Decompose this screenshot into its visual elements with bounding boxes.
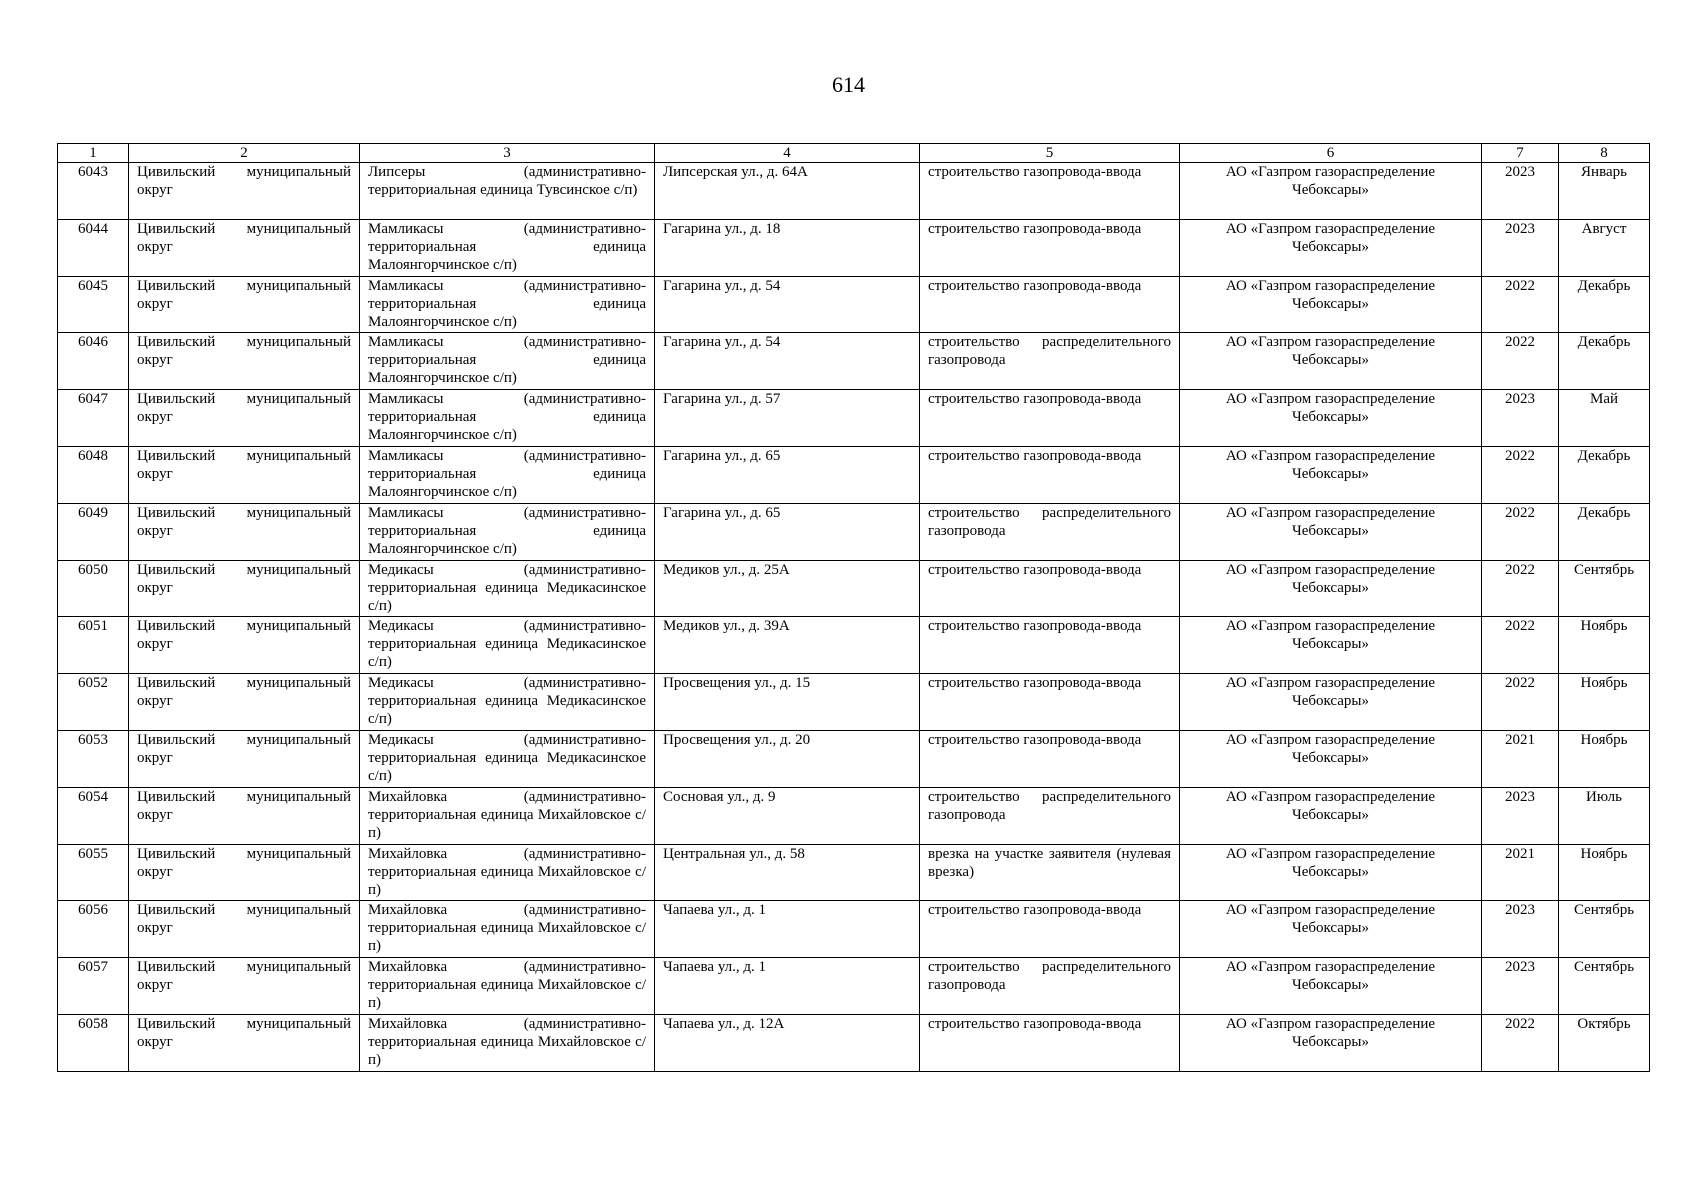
year-cell: 2021 xyxy=(1482,844,1559,901)
district-cell: Цивильский муниципальный округ xyxy=(129,674,360,731)
district-cell: Цивильский муниципальный округ xyxy=(129,787,360,844)
settlement-cell: Михайловка (административно-территориальная единица Михайловское с/п) xyxy=(360,958,655,1015)
work-type-cell: строительство газопровода-ввода xyxy=(920,617,1180,674)
row-number: 6043 xyxy=(58,163,129,220)
organization-cell: АО «Газпром газораспределение Чебоксары» xyxy=(1180,333,1482,390)
address-cell: Гагарина ул., д. 65 xyxy=(655,446,920,503)
month-cell: Июль xyxy=(1559,787,1650,844)
year-cell: 2022 xyxy=(1482,1014,1559,1071)
table-row xyxy=(58,787,1650,844)
organization-cell: АО «Газпром газораспределение Чебоксары» xyxy=(1180,901,1482,958)
month-cell: Сентябрь xyxy=(1559,958,1650,1015)
table-row xyxy=(58,163,1650,220)
settlement-cell: Мамликасы (административно-территориальная единица Малоянгорчинское с/п) xyxy=(360,390,655,447)
year-cell: 2023 xyxy=(1482,787,1559,844)
row-number: 6051 xyxy=(58,617,129,674)
settlement-cell: Михайловка (административно-территориальная единица Михайловское с/п) xyxy=(360,1014,655,1071)
address-cell: Медиков ул., д. 39А xyxy=(655,617,920,674)
district-cell: Цивильский муниципальный округ xyxy=(129,503,360,560)
column-header: 3 xyxy=(360,144,655,163)
table-row xyxy=(58,617,1650,674)
work-type-cell: строительство газопровода-ввода xyxy=(920,390,1180,447)
district-cell: Цивильский муниципальный округ xyxy=(129,560,360,617)
year-cell: 2022 xyxy=(1482,446,1559,503)
work-type-cell: строительство газопровода-ввода xyxy=(920,219,1180,276)
organization-cell: АО «Газпром газораспределение Чебоксары» xyxy=(1180,617,1482,674)
address-cell: Гагарина ул., д. 57 xyxy=(655,390,920,447)
year-cell: 2023 xyxy=(1482,390,1559,447)
district-cell: Цивильский муниципальный округ xyxy=(129,390,360,447)
month-cell: Декабрь xyxy=(1559,276,1650,333)
work-type-cell: строительство газопровода-ввода xyxy=(920,163,1180,220)
month-cell: Май xyxy=(1559,390,1650,447)
district-cell: Цивильский муниципальный округ xyxy=(129,333,360,390)
table-row xyxy=(58,958,1650,1015)
organization-cell: АО «Газпром газораспределение Чебоксары» xyxy=(1180,674,1482,731)
work-type-cell: строительство газопровода-ввода xyxy=(920,730,1180,787)
year-cell: 2023 xyxy=(1482,163,1559,220)
work-type-cell: строительство распределительного газопровода xyxy=(920,787,1180,844)
table-row xyxy=(58,390,1650,447)
month-cell: Ноябрь xyxy=(1559,617,1650,674)
settlement-cell: Медикасы (административно-территориальная единица Медикасинское с/п) xyxy=(360,730,655,787)
work-type-cell: строительство газопровода-ввода xyxy=(920,901,1180,958)
organization-cell: АО «Газпром газораспределение Чебоксары» xyxy=(1180,163,1482,220)
column-header: 4 xyxy=(655,144,920,163)
year-cell: 2022 xyxy=(1482,276,1559,333)
table-row xyxy=(58,276,1650,333)
month-cell: Ноябрь xyxy=(1559,730,1650,787)
table-row xyxy=(58,730,1650,787)
settlement-cell: Мамликасы (административно-территориальная единица Малоянгорчинское с/п) xyxy=(360,446,655,503)
month-cell: Октябрь xyxy=(1559,1014,1650,1071)
address-cell: Гагарина ул., д. 54 xyxy=(655,276,920,333)
settlement-cell: Медикасы (административно-территориальная единица Медикасинское с/п) xyxy=(360,617,655,674)
year-cell: 2022 xyxy=(1482,503,1559,560)
month-cell: Декабрь xyxy=(1559,333,1650,390)
column-header: 5 xyxy=(920,144,1180,163)
row-number: 6055 xyxy=(58,844,129,901)
organization-cell: АО «Газпром газораспределение Чебоксары» xyxy=(1180,844,1482,901)
address-cell: Гагарина ул., д. 54 xyxy=(655,333,920,390)
month-cell: Ноябрь xyxy=(1559,844,1650,901)
district-cell: Цивильский муниципальный округ xyxy=(129,163,360,220)
settlement-cell: Мамликасы (административно-территориальная единица Малоянгорчинское с/п) xyxy=(360,503,655,560)
table-row xyxy=(58,503,1650,560)
month-cell: Декабрь xyxy=(1559,503,1650,560)
organization-cell: АО «Газпром газораспределение Чебоксары» xyxy=(1180,446,1482,503)
district-cell: Цивильский муниципальный округ xyxy=(129,446,360,503)
address-cell: Липсерская ул., д. 64А xyxy=(655,163,920,220)
table-row xyxy=(58,844,1650,901)
column-header: 1 xyxy=(58,144,129,163)
address-cell: Центральная ул., д. 58 xyxy=(655,844,920,901)
settlement-cell: Мамликасы (административно-территориальная единица Малоянгорчинское с/п) xyxy=(360,276,655,333)
table-body xyxy=(58,163,1650,1072)
column-header: 8 xyxy=(1559,144,1650,163)
district-cell: Цивильский муниципальный округ xyxy=(129,901,360,958)
organization-cell: АО «Газпром газораспределение Чебоксары» xyxy=(1180,958,1482,1015)
district-cell: Цивильский муниципальный округ xyxy=(129,958,360,1015)
table-row xyxy=(58,446,1650,503)
row-number: 6057 xyxy=(58,958,129,1015)
address-cell: Чапаева ул., д. 1 xyxy=(655,901,920,958)
district-cell: Цивильский муниципальный округ xyxy=(129,276,360,333)
district-cell: Цивильский муниципальный округ xyxy=(129,219,360,276)
organization-cell: АО «Газпром газораспределение Чебоксары» xyxy=(1180,503,1482,560)
work-type-cell: строительство распределительного газопровода xyxy=(920,333,1180,390)
address-cell: Медиков ул., д. 25А xyxy=(655,560,920,617)
organization-cell: АО «Газпром газораспределение Чебоксары» xyxy=(1180,730,1482,787)
district-cell: Цивильский муниципальный округ xyxy=(129,617,360,674)
row-number: 6044 xyxy=(58,219,129,276)
row-number: 6047 xyxy=(58,390,129,447)
year-cell: 2023 xyxy=(1482,219,1559,276)
year-cell: 2023 xyxy=(1482,901,1559,958)
settlement-cell: Михайловка (административно-территориальная единица Михайловское с/п) xyxy=(360,901,655,958)
organization-cell: АО «Газпром газораспределение Чебоксары» xyxy=(1180,219,1482,276)
year-cell: 2022 xyxy=(1482,333,1559,390)
year-cell: 2022 xyxy=(1482,674,1559,731)
table-row xyxy=(58,901,1650,958)
settlement-cell: Мамликасы (административно-территориальная единица Малоянгорчинское с/п) xyxy=(360,333,655,390)
column-number-row xyxy=(58,144,1650,163)
month-cell: Ноябрь xyxy=(1559,674,1650,731)
table-row xyxy=(58,1014,1650,1071)
settlement-cell: Медикасы (административно-территориальная единица Медикасинское с/п) xyxy=(360,674,655,731)
year-cell: 2023 xyxy=(1482,958,1559,1015)
row-number: 6054 xyxy=(58,787,129,844)
address-cell: Сосновая ул., д. 9 xyxy=(655,787,920,844)
year-cell: 2021 xyxy=(1482,730,1559,787)
address-cell: Просвещения ул., д. 20 xyxy=(655,730,920,787)
address-cell: Просвещения ул., д. 15 xyxy=(655,674,920,731)
address-cell: Чапаева ул., д. 12А xyxy=(655,1014,920,1071)
address-cell: Гагарина ул., д. 65 xyxy=(655,503,920,560)
work-type-cell: строительство распределительного газопровода xyxy=(920,958,1180,1015)
organization-cell: АО «Газпром газораспределение Чебоксары» xyxy=(1180,390,1482,447)
gasification-table xyxy=(57,143,1650,1072)
district-cell: Цивильский муниципальный округ xyxy=(129,730,360,787)
row-number: 6050 xyxy=(58,560,129,617)
work-type-cell: строительство газопровода-ввода xyxy=(920,446,1180,503)
page-number: 614 xyxy=(832,72,865,97)
address-cell: Чапаева ул., д. 1 xyxy=(655,958,920,1015)
organization-cell: АО «Газпром газораспределение Чебоксары» xyxy=(1180,1014,1482,1071)
row-number: 6052 xyxy=(58,674,129,731)
work-type-cell: строительство газопровода-ввода xyxy=(920,560,1180,617)
address-cell: Гагарина ул., д. 18 xyxy=(655,219,920,276)
row-number: 6049 xyxy=(58,503,129,560)
work-type-cell: строительство газопровода-ввода xyxy=(920,1014,1180,1071)
row-number: 6053 xyxy=(58,730,129,787)
settlement-cell: Михайловка (административно-территориальная единица Михайловское с/п) xyxy=(360,844,655,901)
row-number: 6058 xyxy=(58,1014,129,1071)
row-number: 6056 xyxy=(58,901,129,958)
column-header: 6 xyxy=(1180,144,1482,163)
year-cell: 2022 xyxy=(1482,560,1559,617)
month-cell: Сентябрь xyxy=(1559,901,1650,958)
organization-cell: АО «Газпром газораспределение Чебоксары» xyxy=(1180,787,1482,844)
organization-cell: АО «Газпром газораспределение Чебоксары» xyxy=(1180,276,1482,333)
row-number: 6048 xyxy=(58,446,129,503)
settlement-cell: Мамликасы (административно-территориальная единица Малоянгорчинское с/п) xyxy=(360,219,655,276)
month-cell: Январь xyxy=(1559,163,1650,220)
month-cell: Август xyxy=(1559,219,1650,276)
district-cell: Цивильский муниципальный округ xyxy=(129,1014,360,1071)
year-cell: 2022 xyxy=(1482,617,1559,674)
settlement-cell: Михайловка (административно-территориальная единица Михайловское с/п) xyxy=(360,787,655,844)
row-number: 6045 xyxy=(58,276,129,333)
row-number: 6046 xyxy=(58,333,129,390)
work-type-cell: строительство газопровода-ввода xyxy=(920,276,1180,333)
district-cell: Цивильский муниципальный округ xyxy=(129,844,360,901)
settlement-cell: Медикасы (административно-территориальная единица Медикасинское с/п) xyxy=(360,560,655,617)
column-header: 2 xyxy=(129,144,360,163)
organization-cell: АО «Газпром газораспределение Чебоксары» xyxy=(1180,560,1482,617)
settlement-cell: Липсеры (административно-территориальная единица Тувсинское с/п) xyxy=(360,163,655,220)
work-type-cell: строительство газопровода-ввода xyxy=(920,674,1180,731)
table-row xyxy=(58,674,1650,731)
table-row xyxy=(58,219,1650,276)
work-type-cell: строительство распределительного газопровода xyxy=(920,503,1180,560)
table-row xyxy=(58,333,1650,390)
month-cell: Декабрь xyxy=(1559,446,1650,503)
work-type-cell: врезка на участке заявителя (нулевая врезка) xyxy=(920,844,1180,901)
column-header: 7 xyxy=(1482,144,1559,163)
month-cell: Сентябрь xyxy=(1559,560,1650,617)
table-row xyxy=(58,560,1650,617)
